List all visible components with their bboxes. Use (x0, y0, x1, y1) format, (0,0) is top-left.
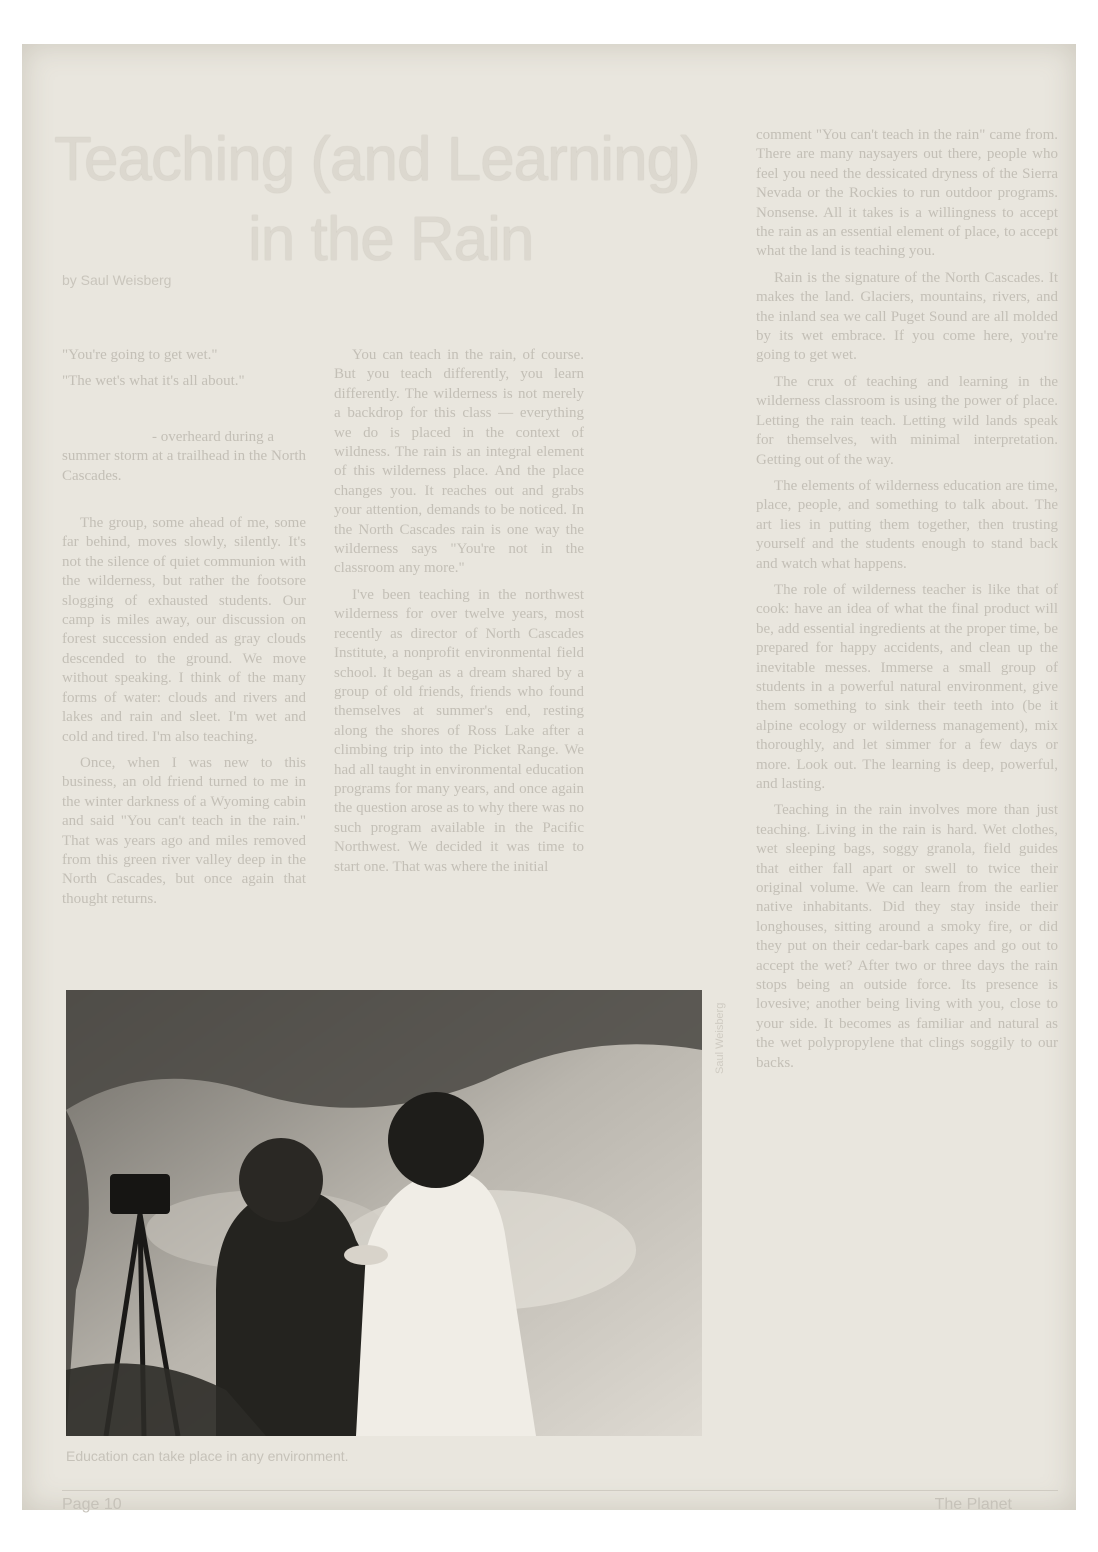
article-photo (66, 990, 702, 1436)
article-title-line1: Teaching (and Learning) (54, 125, 700, 194)
col2-paragraph: You can teach in the rain, of course. But you teach differently, you learn differently. The wilderness is not merely a backdrop for this class — everything we do is placed in the context of wildness. The rain is an integral element of this wilderness place. And the place changes you. It reaches out and grabs your attention, demands to be noticed. In the North Cascades rain is one way the wilderness says "You're not in the classroom any more." (334, 347, 584, 577)
col3-paragraph: Teaching in the rain involves more than just teaching. Living in the rain is hard. Wet clothes, wet sleeping bags, soggy granola, field guides that either fall apart or swell to twice their original volume. We can learn from the earlier native inhabitants. Did they stay inside their longhouses, sitting around a smoky fire, or did they put on their cedar-bark capes and go out to accept the wet? After two or three days the rain stops being an outside force. Its presence is lovesive; another being living with you, close to your side. It becomes as familiar and natural as the wet polypropylene that clings soggily to our backs. (756, 802, 1058, 1071)
col2-paragraph: I've been teaching in the northwest wilderness for over twelve years, most recently as director of North Cascades Institute, a nonprofit environmental field school. It began as a dream shared by a group of old friends, friends who found themselves at summer's end, resting along the shores of Ross Lake after a climbing trip into the Picket Range. We had all taught in environmental education programs for many years, and once again the question arose as to why there was no such program available in the Pacific Northwest. We decided it was time to start one. That was where the initial (334, 586, 584, 875)
col3-paragraph: comment "You can't teach in the rain" came from. There are many naysayers out there, people who feel you need the dessicated dryness of the Sierra Nevada or the Rockies to run outdoor programs. Nonsense. All it takes is a willingness to accept the rain as an essential element of place, to accept what the land is teaching you. (756, 127, 1058, 260)
column-3 (756, 126, 1058, 1080)
col3-paragraph: The elements of wilderness education are time, place, people, and something to talk about. The art lies in putting them together, then trusting yourself and the students enough to stand back and watch what happens. (756, 477, 1058, 572)
magazine-page (22, 44, 1076, 1513)
epigraph-attribution-lead: - overheard during a (152, 428, 275, 445)
column-1 (62, 346, 306, 916)
col1-paragraph: The group, some ahead of me, some far behind, moves slowly, silently. It's not the silence of quiet communion with the wilderness, but rather the footsore slogging of exhausted students. Our camp is miles away, our discussion on forest succession ended as gray clouds descended to the ground. We move without speaking. I think of the many forms of water: clouds and rivers and lakes and rain and sleet. I'm wet and cold and tired. I'm also teaching. (62, 515, 306, 745)
page-number: Page 10 (62, 1496, 122, 1513)
col1-paragraph: Once, when I was new to this business, an old friend turned to me in the winter darkness of a Wyoming cabin and said "You can't teach in the rain." That was years ago and miles removed from this green river valley deep in the North Cascades, but once again that thought returns. (62, 754, 306, 907)
column-2 (334, 346, 584, 884)
publication-name: The Planet (934, 1496, 1012, 1513)
photo-caption: Education can take place in any environment. (66, 1448, 349, 1464)
epigraph-line1: "You're going to get wet." (62, 347, 218, 363)
col3-paragraph: The crux of teaching and learning in the wilderness classroom is using the power of place. Letting the rain teach. Letting wild lands speak for themselves, with minimal interpretation. Getting out of the way. (756, 373, 1058, 468)
photo-illustration (66, 990, 702, 1436)
epigraph-line2: "The wet's what it's all about." (62, 373, 245, 390)
byline: by Saul Weisberg (62, 272, 172, 288)
col3-paragraph: Rain is the signature of the North Cascades. It makes the land. Glaciers, mountains, rivers, and the inland sea we call Puget Sound are all molded by its wet embrace. If you come here, you're going to get wet. (756, 269, 1058, 364)
epigraph-attribution: summer storm at a trailhead in the North Cascades. (62, 448, 306, 484)
photo-credit: Saul Weisberg (714, 1002, 726, 1074)
article-title-line2: in the Rain (248, 205, 534, 274)
col3-paragraph: The role of wilderness teacher is like that of cook: have an idea of what the final product will be, add essential ingredients at the proper time, be prepared for happy accidents, and clean up the inevitable messes. Immerse a small group of students in a powerful natural environment, give them something to sink their teeth into (be it alpine ecology or wilderness management), mix thoroughly, and let simmer for a few days or more. Look out. The learning is deep, powerful, and lasting. (756, 581, 1058, 792)
footer-rule (62, 1490, 1058, 1491)
